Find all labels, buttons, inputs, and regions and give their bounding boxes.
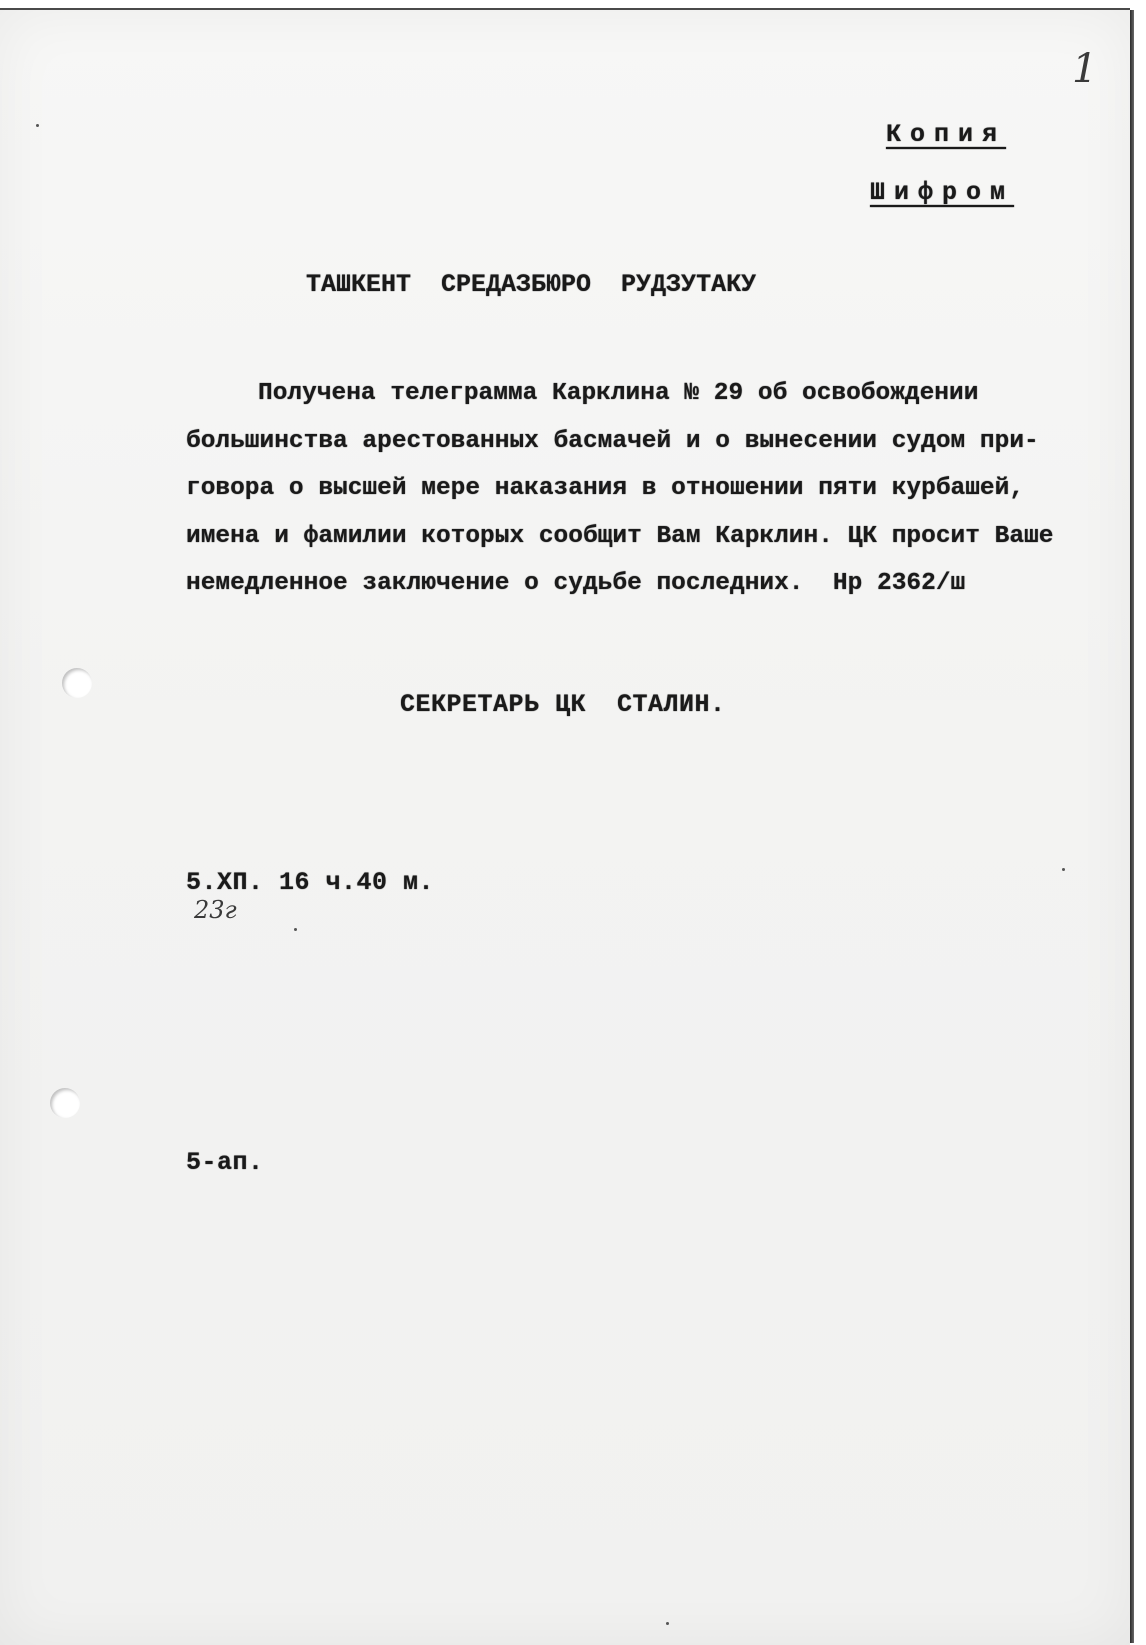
ink-speck: [36, 124, 39, 127]
body-line: имена и фамилии которых сообщит Вам Карклин. ЦК просит Ваше: [186, 522, 1054, 550]
addressee-line: ТАШКЕНТ СРЕДАЗБЮРО РУДЗУТАКУ: [306, 270, 757, 299]
page-edge-shadow: [1130, 0, 1146, 1643]
ink-speck: [294, 928, 297, 931]
body-line: Получена телеграмма Карклина № 29 об освобождении: [258, 380, 979, 407]
signature-line: СЕКРЕТАРЬ ЦК СТАЛИН.: [400, 690, 726, 719]
handwritten-year-note: 23г: [194, 896, 237, 924]
body-line: говора о высшей мере наказания в отношении пяти курбашей,: [186, 475, 1025, 502]
punch-hole-bottom: [50, 1088, 80, 1118]
ink-speck: [666, 1622, 669, 1625]
archive-page-number: 1: [1072, 46, 1098, 92]
body-line: большинства арестованных басмачей и о вынесении судом при-: [186, 427, 1039, 455]
copy-mark: Копия: [886, 120, 1007, 149]
cipher-mark: Шифром: [870, 178, 1015, 207]
document-page: [0, 8, 1130, 1645]
punch-hole-top: [62, 668, 92, 698]
typist-mark: 5-ап.: [186, 1148, 264, 1177]
telegram-body: [186, 370, 1086, 608]
ink-speck: [1062, 868, 1065, 871]
date-time-line: 5.ХП. 16 ч.40 м.: [186, 868, 435, 897]
body-line: немедленное заключение о судьбе последних. Нр 2362/ш: [186, 570, 966, 597]
